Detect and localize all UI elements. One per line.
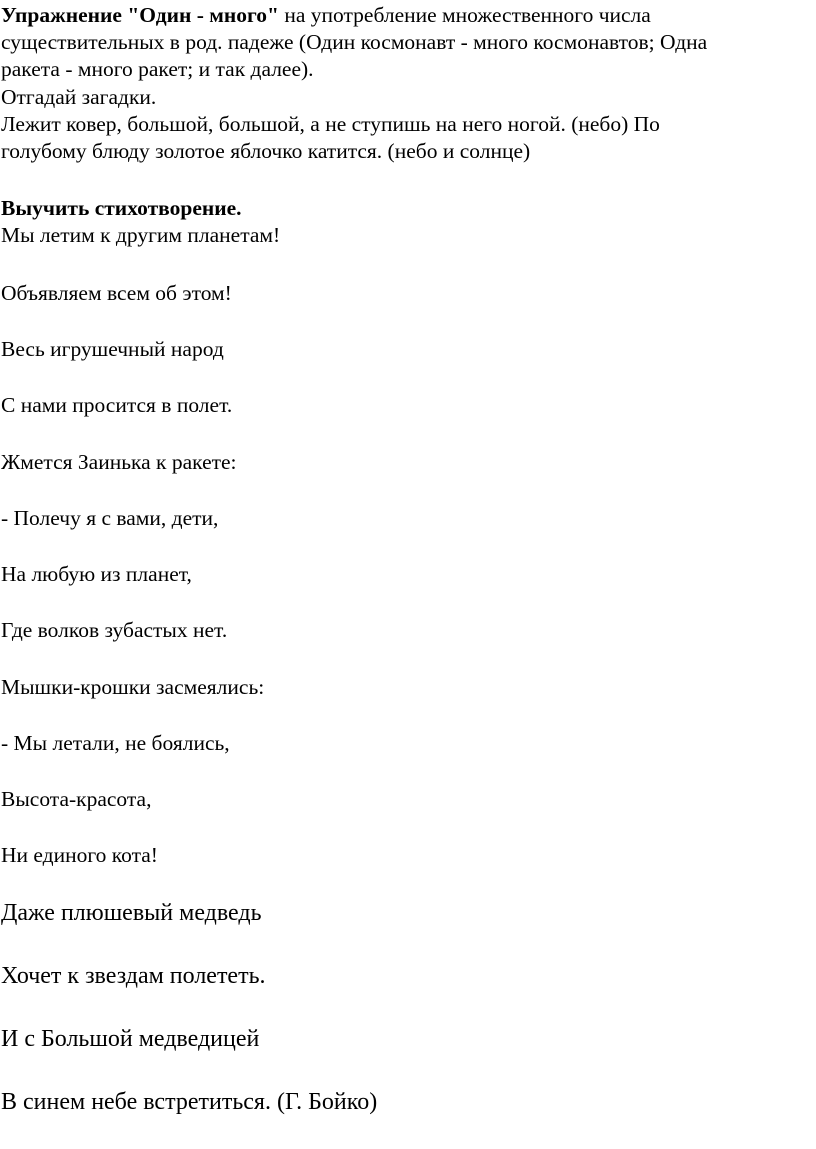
exercise-description-line-3: ракета - много ракет; и так далее). xyxy=(1,57,314,81)
poem-line: Где волков зубастых нет. xyxy=(1,618,228,642)
exercise-title-description: на употребление множественного числа xyxy=(278,3,651,27)
poem-line: - Мы летали, не боялись, xyxy=(1,731,230,755)
exercise-title: Упражнение "Один - много" xyxy=(1,3,279,27)
poem-line: И с Большой медведицей xyxy=(1,1026,260,1052)
poem-heading: Выучить стихотворение. xyxy=(1,196,242,220)
poem-line: Мы летим к другим планетам! xyxy=(1,223,281,247)
poem-line: Ни единого кота! xyxy=(1,843,158,867)
exercise-title-line xyxy=(1,2,651,29)
poem-line: Весь игрушечный народ xyxy=(1,337,224,361)
poem-attribution-line: В синем небе встретиться. (Г. Бойко) xyxy=(1,1089,378,1115)
poem-line: Мышки-крошки засмеялись: xyxy=(1,675,265,699)
poem-line: Высота-красота, xyxy=(1,787,152,811)
riddle-text-line-1: Лежит ковер, большой, большой, а не ступишь на него ногой. (небо) По xyxy=(1,112,660,136)
poem-line: Хочет к звездам полететь. xyxy=(1,963,266,989)
poem-line: Объявляем всем об этом! xyxy=(1,281,232,305)
riddles-heading: Отгадай загадки. xyxy=(1,85,157,109)
poem-line: С нами просится в полет. xyxy=(1,393,233,417)
poem-line: - Полечу я с вами, дети, xyxy=(1,506,219,530)
poem-line: На любую из планет, xyxy=(1,562,192,586)
poem-line: Жмется Заинька к ракете: xyxy=(1,450,237,474)
poem-line: Даже плюшевый медведь xyxy=(1,900,262,926)
exercise-description-line-2: существительных в род. падеже (Один космонавт - много космонавтов; Одна xyxy=(1,30,708,54)
riddle-text-line-2: голубому блюду золотое яблочко катится. (небо и солнце) xyxy=(1,139,531,163)
